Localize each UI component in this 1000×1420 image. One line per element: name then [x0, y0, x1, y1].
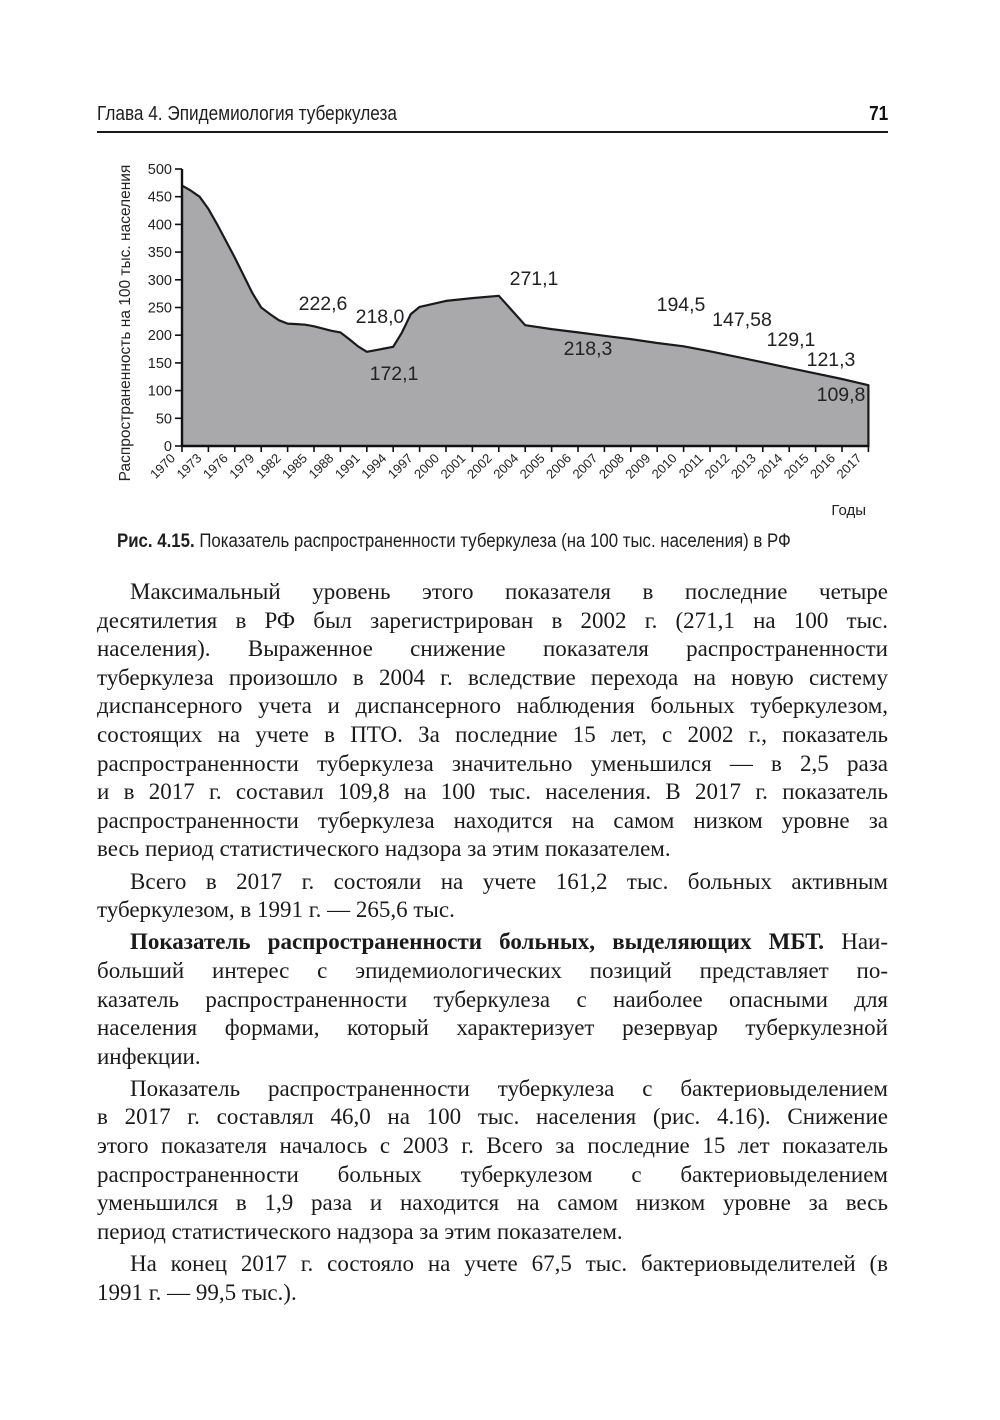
text-line: Максимальный уровень этого показателя в последние четыре: [130, 579, 888, 604]
text-line: распространенности туберкулеза находится на самом низком уровне за: [97, 807, 888, 833]
y-tick-label: 50: [155, 411, 172, 428]
figure-caption-text: Показатель распространенности туберкулеза (на 100 тыс. населения) в РФ: [199, 531, 791, 552]
x-tick-label: 1985: [279, 450, 311, 482]
text-line: распространенности туберкулеза значительно уменьшился — в 2,5 раза: [97, 750, 888, 776]
data-label: 121,3: [806, 349, 856, 371]
x-tick-label: 2013: [727, 450, 759, 482]
data-label: 147,58: [712, 309, 772, 331]
figure-caption: [117, 531, 791, 553]
x-tick-label: 2004: [490, 450, 522, 482]
text-line: туберкулеза произошло в 2004 г. вследствие перехода на новую систему: [97, 664, 888, 690]
text-line: этого показателя началось с 2003 г. Всего за последние 15 лет показатель: [97, 1133, 888, 1159]
x-tick-label: 1997: [384, 450, 416, 482]
x-tick-label: 1979: [226, 450, 258, 482]
x-tick-label: 1970: [147, 450, 179, 482]
text-line: распространенности больных туберкулезом с бактериовыделением: [97, 1161, 888, 1187]
text-run: Наи-: [841, 929, 888, 955]
y-tick-label: 400: [147, 217, 172, 234]
x-tick-label: 1988: [305, 450, 337, 482]
text-line: диспансерного учета и диспансерного наблюдения больных туберкулезом,: [97, 693, 888, 719]
paragraph-lead-heading: Показатель распространенности больных, выделяющих МБТ.: [130, 929, 825, 955]
data-label: 194,5: [656, 294, 706, 316]
text-line: период статистического надзора за этим показателем.: [97, 1218, 623, 1244]
paragraph: [97, 1075, 888, 1247]
x-tick-label: 2012: [701, 450, 733, 482]
data-label: 129,1: [766, 329, 816, 351]
running-header-title: Глава 4. Эпидемиология туберкулеза: [97, 103, 397, 125]
x-tick-label: 2008: [595, 450, 627, 482]
prevalence-area-chart: [0, 140, 1000, 530]
x-tick-label: 1994: [358, 450, 390, 482]
text-line: уменьшился в 1,9 раза и находится на самом низком уровне за весь: [97, 1190, 888, 1216]
y-tick-label: 350: [147, 245, 172, 262]
x-tick-label: 2002: [463, 450, 495, 482]
data-label: 172,1: [369, 363, 419, 385]
x-axis-title: Годы: [831, 502, 866, 519]
header-divider: [97, 131, 888, 133]
y-tick-label: 0: [163, 439, 172, 455]
paragraph: [97, 868, 888, 925]
text-line: десятилетия в РФ был зарегистрирован в 2002 г. (271,1 на 100 тыс.: [97, 607, 888, 633]
y-tick-label: 300: [147, 272, 172, 289]
y-tick-label: 150: [147, 355, 172, 372]
text-line: На конец 2017 г. состояло на учете 67,5 тыс. бактериовыделителей (в: [130, 1251, 888, 1277]
x-tick-label: 2016: [807, 450, 839, 482]
text-line: состоящих на учете в ПТО. За последние 15 лет, с 2002 г., показатель: [97, 721, 888, 747]
text-line: туберкулезом, в 1991 г. — 265,6 тыс.: [97, 897, 455, 923]
text-line: населения формами, который характеризует резервуар туберкулезной: [97, 1015, 888, 1041]
text-line: [97, 928, 888, 957]
y-tick-label: 250: [147, 300, 172, 317]
text-line: Показатель распространенности туберкулеза с бактериовыделением: [130, 1075, 888, 1101]
x-tick-label: 2006: [543, 450, 575, 482]
x-tick-label: 2011: [675, 450, 707, 481]
x-tick-label: 1976: [199, 450, 231, 482]
x-tick-label: 2015: [780, 450, 812, 482]
x-tick-label: 2000: [411, 450, 443, 482]
text-line: Всего в 2017 г. состояли на учете 161,2 тыс. больных активным: [130, 868, 888, 894]
y-tick-label: 200: [147, 328, 172, 345]
x-tick-label: 1991: [331, 450, 363, 482]
x-tick-label: 2014: [754, 450, 786, 482]
text-line: 1991 г. — 99,5 тыс.).: [97, 1279, 297, 1305]
x-tick-label: 1982: [252, 450, 284, 482]
text-line: казатель распространенности туберкулеза с наиболее опасными для: [97, 986, 888, 1012]
page-number: 71: [868, 103, 888, 125]
data-label: 222,6: [298, 293, 348, 315]
y-tick-label: 100: [147, 383, 172, 400]
text-line: весь период статистического надзора за этим показателем.: [97, 836, 671, 862]
text-line: инфекции.: [97, 1043, 201, 1069]
y-tick-label: 500: [147, 162, 172, 178]
paragraph: [97, 578, 888, 864]
figure-caption-label: Рис. 4.15.: [117, 531, 195, 552]
y-axis-title: Распространенность на 100 тыс. населения: [117, 164, 134, 482]
paragraph: [97, 1250, 888, 1307]
text-line: населения). Выраженное снижение показателя распространенности: [97, 636, 888, 662]
x-tick-label: 1973: [173, 450, 205, 482]
y-tick-label: 450: [147, 189, 172, 206]
data-label: 218,3: [563, 338, 613, 360]
text-line: больший интерес с эпидемиологических позиций представляет по-: [97, 957, 888, 983]
x-tick-label: 2017: [833, 450, 865, 482]
x-tick-label: 2009: [622, 450, 654, 482]
y-ticks-layer: [148, 162, 182, 455]
x-ticks-layer: [147, 446, 868, 482]
x-tick-label: 2001: [437, 450, 469, 482]
paragraph-mbt: [97, 928, 888, 1071]
text-line: и в 2017 г. составил 109,8 на 100 тыс. населения. В 2017 г. показатель: [97, 779, 888, 805]
body-text: [97, 578, 888, 1307]
data-label: 218,0: [355, 306, 405, 328]
x-tick-label: 2005: [516, 450, 548, 482]
data-label: 109,8: [816, 384, 866, 406]
x-tick-label: 2007: [569, 450, 601, 482]
data-label: 271,1: [509, 268, 559, 290]
x-tick-label: 2010: [648, 450, 680, 482]
text-line: в 2017 г. составлял 46,0 на 100 тыс. населения (рис. 4.16). Снижение: [97, 1104, 888, 1130]
